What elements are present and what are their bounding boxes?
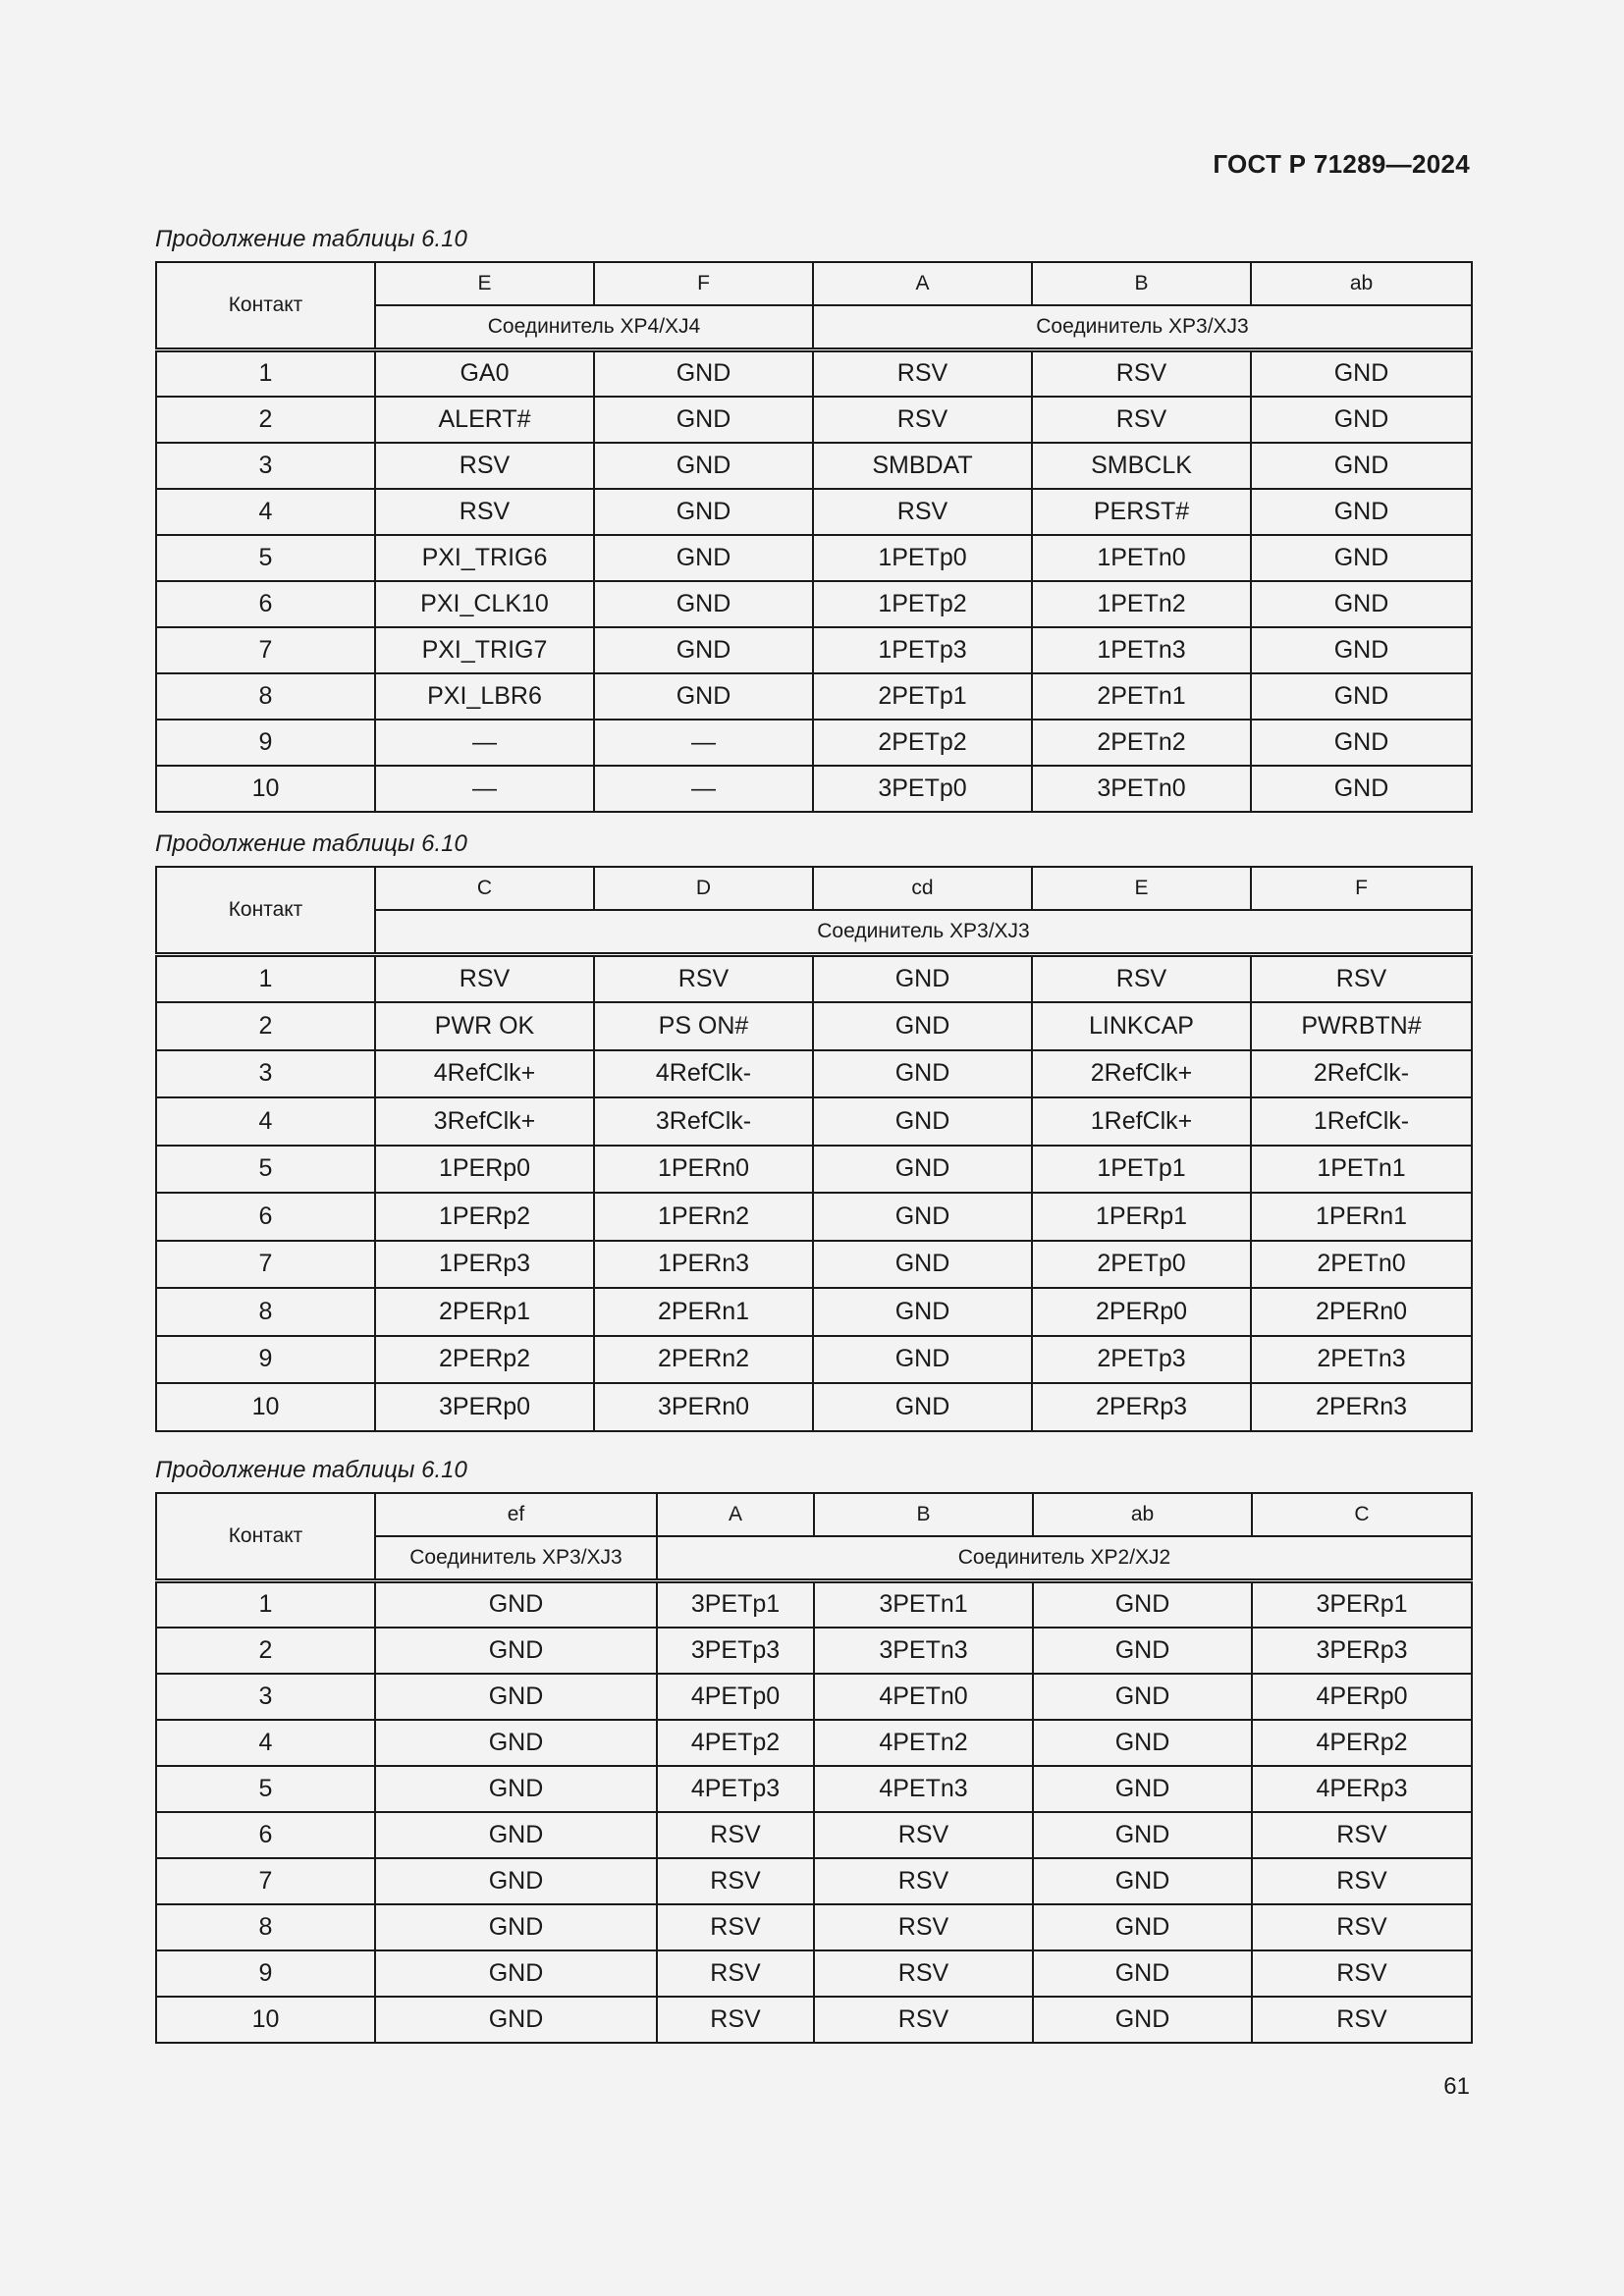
signal-cell: 3PETn3 [814, 1628, 1033, 1674]
signal-cell: GND [1251, 673, 1472, 720]
signal-cell: RSV [657, 1812, 814, 1858]
contact-number-cell: 7 [156, 627, 375, 673]
column-header: E [1032, 867, 1251, 910]
signal-cell: GND [375, 1628, 657, 1674]
contact-number-cell: 6 [156, 1812, 375, 1858]
table-row [156, 1288, 1472, 1336]
signal-cell: GND [1033, 1904, 1252, 1950]
signal-cell: GND [813, 955, 1032, 1003]
table-row [156, 766, 1472, 812]
signal-cell: — [594, 766, 813, 812]
signal-cell: 4PETp0 [657, 1674, 814, 1720]
connector-header: Соединитель XP3/XJ3 [813, 305, 1472, 350]
signal-cell: 3PETp3 [657, 1628, 814, 1674]
column-header: cd [813, 867, 1032, 910]
signal-cell: RSV [814, 1904, 1033, 1950]
pin-table-2 [155, 866, 1473, 1432]
signal-cell: 3RefClk+ [375, 1097, 594, 1146]
page-number: 61 [1443, 2073, 1470, 2100]
signal-cell: GND [1251, 581, 1472, 627]
signal-cell: 2PETp3 [1032, 1336, 1251, 1384]
signal-cell: 3PERp0 [375, 1383, 594, 1431]
contact-number-cell: 9 [156, 1336, 375, 1384]
signal-cell: GND [1251, 397, 1472, 443]
pin-table-1 [155, 261, 1473, 813]
signal-cell: RSV [375, 443, 594, 489]
table-row [156, 1997, 1472, 2043]
signal-cell: 1RefClk+ [1032, 1097, 1251, 1146]
table-row [156, 397, 1472, 443]
contact-number-cell: 1 [156, 1581, 375, 1628]
table-row [156, 627, 1472, 673]
signal-cell: RSV [1032, 350, 1251, 397]
table-row [156, 1193, 1472, 1241]
signal-cell: 1PETn0 [1032, 535, 1251, 581]
signal-cell: GND [1251, 766, 1472, 812]
contact-number-cell: 3 [156, 443, 375, 489]
signal-cell: GND [813, 1193, 1032, 1241]
table-row [156, 720, 1472, 766]
signal-cell: 2PERn3 [1251, 1383, 1472, 1431]
table-row [156, 1241, 1472, 1289]
signal-cell: 3PETn0 [1032, 766, 1251, 812]
signal-cell: GND [813, 1288, 1032, 1336]
table-row [156, 489, 1472, 535]
signal-cell: RSV [813, 350, 1032, 397]
signal-cell: 4PERp2 [1252, 1720, 1472, 1766]
table-row [156, 955, 1472, 1003]
signal-cell: 2PERp0 [1032, 1288, 1251, 1336]
header-row-columns [156, 867, 1472, 910]
signal-cell: GND [594, 535, 813, 581]
signal-cell: 1PERn1 [1251, 1193, 1472, 1241]
signal-cell: GND [1251, 350, 1472, 397]
signal-cell: GND [1033, 1858, 1252, 1904]
column-header: ef [375, 1493, 657, 1536]
table-row [156, 350, 1472, 397]
signal-cell: GND [375, 1766, 657, 1812]
column-header: C [375, 867, 594, 910]
table-row [156, 443, 1472, 489]
signal-cell: RSV [1252, 1858, 1472, 1904]
signal-cell: RSV [1251, 955, 1472, 1003]
signal-cell: GND [813, 1146, 1032, 1194]
contact-number-cell: 5 [156, 535, 375, 581]
contact-number-cell: 4 [156, 1720, 375, 1766]
signal-cell: 4PERp0 [1252, 1674, 1472, 1720]
signal-cell: PWR OK [375, 1002, 594, 1050]
table-row [156, 1720, 1472, 1766]
signal-cell: 1PERn2 [594, 1193, 813, 1241]
signal-cell: 1PETp1 [1032, 1146, 1251, 1194]
signal-cell: RSV [594, 955, 813, 1003]
signal-cell: RSV [657, 1950, 814, 1997]
signal-cell: GND [1251, 489, 1472, 535]
contact-header: Контакт [156, 1493, 375, 1581]
contact-number-cell: 8 [156, 1288, 375, 1336]
signal-cell: 2PETn0 [1251, 1241, 1472, 1289]
signal-cell: GND [594, 397, 813, 443]
signal-cell: RSV [657, 1904, 814, 1950]
signal-cell: — [375, 766, 594, 812]
contact-number-cell: 10 [156, 1383, 375, 1431]
table-row [156, 1858, 1472, 1904]
contact-header: Контакт [156, 262, 375, 350]
table-row [156, 1383, 1472, 1431]
signal-cell: RSV [1252, 1950, 1472, 1997]
signal-cell: RSV [1032, 397, 1251, 443]
signal-cell: 3PERp1 [1252, 1581, 1472, 1628]
signal-cell: GND [1033, 1950, 1252, 1997]
signal-cell: 2PETn1 [1032, 673, 1251, 720]
contact-number-cell: 1 [156, 955, 375, 1003]
signal-cell: 2RefClk- [1251, 1050, 1472, 1098]
signal-cell: 1PERn3 [594, 1241, 813, 1289]
signal-cell: GND [1033, 1674, 1252, 1720]
table-row [156, 1050, 1472, 1098]
signal-cell: PXI_TRIG7 [375, 627, 594, 673]
document-code: ГОСТ Р 71289—2024 [1213, 149, 1470, 179]
table-row [156, 1812, 1472, 1858]
signal-cell: GND [813, 1097, 1032, 1146]
signal-cell: RSV [813, 489, 1032, 535]
signal-cell: 4RefClk+ [375, 1050, 594, 1098]
signal-cell: GND [1033, 1766, 1252, 1812]
signal-cell: 3PETn1 [814, 1581, 1033, 1628]
contact-number-cell: 4 [156, 1097, 375, 1146]
signal-cell: 4RefClk- [594, 1050, 813, 1098]
contact-number-cell: 1 [156, 350, 375, 397]
signal-cell: 4PETn3 [814, 1766, 1033, 1812]
contact-number-cell: 6 [156, 1193, 375, 1241]
table-row [156, 1581, 1472, 1628]
table-caption-1: Продолжение таблицы 6.10 [155, 226, 467, 252]
signal-cell: 2PERp3 [1032, 1383, 1251, 1431]
contact-number-cell: 6 [156, 581, 375, 627]
contact-number-cell: 3 [156, 1674, 375, 1720]
signal-cell: 3PETp1 [657, 1581, 814, 1628]
signal-cell: 2PETp0 [1032, 1241, 1251, 1289]
signal-cell: 4PERp3 [1252, 1766, 1472, 1812]
signal-cell: GND [1251, 535, 1472, 581]
signal-cell: RSV [1032, 955, 1251, 1003]
signal-cell: GND [594, 627, 813, 673]
signal-cell: GND [813, 1241, 1032, 1289]
contact-number-cell: 4 [156, 489, 375, 535]
signal-cell: GND [1033, 1812, 1252, 1858]
signal-cell: GND [375, 1950, 657, 1997]
signal-cell: 2PETn3 [1251, 1336, 1472, 1384]
signal-cell: RSV [375, 489, 594, 535]
contact-number-cell: 5 [156, 1146, 375, 1194]
column-header: D [594, 867, 813, 910]
column-header: F [1251, 867, 1472, 910]
signal-cell: 2PERn1 [594, 1288, 813, 1336]
signal-cell: GND [375, 1858, 657, 1904]
signal-cell: 2PETp1 [813, 673, 1032, 720]
connector-header: Соединитель XP3/XJ3 [375, 1536, 657, 1581]
contact-number-cell: 10 [156, 766, 375, 812]
signal-cell: GND [813, 1002, 1032, 1050]
signal-cell: 1PETp3 [813, 627, 1032, 673]
signal-cell: GA0 [375, 350, 594, 397]
table-caption-2: Продолжение таблицы 6.10 [155, 830, 467, 857]
signal-cell: 3RefClk- [594, 1097, 813, 1146]
header-row-columns [156, 1493, 1472, 1536]
contact-number-cell: 8 [156, 1904, 375, 1950]
table-row [156, 535, 1472, 581]
pin-table-3 [155, 1492, 1473, 2044]
column-header: ab [1251, 262, 1472, 305]
contact-number-cell: 2 [156, 1002, 375, 1050]
table-row [156, 1097, 1472, 1146]
signal-cell: GND [375, 1997, 657, 2043]
contact-header: Контакт [156, 867, 375, 955]
signal-cell: 1PETn3 [1032, 627, 1251, 673]
table-row [156, 1950, 1472, 1997]
signal-cell: GND [813, 1336, 1032, 1384]
signal-cell: 2PERn0 [1251, 1288, 1472, 1336]
table-row [156, 1904, 1472, 1950]
connector-header: Соединитель XP3/XJ3 [375, 910, 1472, 955]
signal-cell: GND [1033, 1997, 1252, 2043]
column-header: F [594, 262, 813, 305]
signal-cell: 2PETn2 [1032, 720, 1251, 766]
signal-cell: 2PERp2 [375, 1336, 594, 1384]
signal-cell: 1PERn0 [594, 1146, 813, 1194]
column-header: A [813, 262, 1032, 305]
signal-cell: GND [375, 1674, 657, 1720]
signal-cell: 2PETp2 [813, 720, 1032, 766]
contact-number-cell: 10 [156, 1997, 375, 2043]
signal-cell: PXI_LBR6 [375, 673, 594, 720]
signal-cell: 2PERn2 [594, 1336, 813, 1384]
signal-cell: LINKCAP [1032, 1002, 1251, 1050]
signal-cell: — [375, 720, 594, 766]
signal-cell: GND [375, 1812, 657, 1858]
column-header: B [1032, 262, 1251, 305]
table-row [156, 673, 1472, 720]
table-row [156, 1146, 1472, 1194]
contact-number-cell: 8 [156, 673, 375, 720]
signal-cell: GND [1033, 1720, 1252, 1766]
contact-number-cell: 2 [156, 397, 375, 443]
signal-cell: 1PETn2 [1032, 581, 1251, 627]
signal-cell: RSV [814, 1858, 1033, 1904]
signal-cell: 1PETp2 [813, 581, 1032, 627]
signal-cell: SMBCLK [1032, 443, 1251, 489]
contact-number-cell: 3 [156, 1050, 375, 1098]
signal-cell: GND [813, 1383, 1032, 1431]
contact-number-cell: 7 [156, 1241, 375, 1289]
signal-cell: RSV [813, 397, 1032, 443]
signal-cell: 1PERp2 [375, 1193, 594, 1241]
signal-cell: 3PETp0 [813, 766, 1032, 812]
signal-cell: 3PERp3 [1252, 1628, 1472, 1674]
table-caption-3: Продолжение таблицы 6.10 [155, 1457, 467, 1483]
signal-cell: PWRBTN# [1251, 1002, 1472, 1050]
signal-cell: 1PETp0 [813, 535, 1032, 581]
signal-cell: GND [1251, 720, 1472, 766]
signal-cell: GND [594, 581, 813, 627]
signal-cell: 3PERn0 [594, 1383, 813, 1431]
contact-number-cell: 5 [156, 1766, 375, 1812]
connector-header: Соединитель XP2/XJ2 [657, 1536, 1472, 1581]
signal-cell: 1PERp1 [1032, 1193, 1251, 1241]
column-header: A [657, 1493, 814, 1536]
contact-number-cell: 2 [156, 1628, 375, 1674]
signal-cell: PERST# [1032, 489, 1251, 535]
signal-cell: RSV [1252, 1812, 1472, 1858]
signal-cell: RSV [1252, 1904, 1472, 1950]
signal-cell: 4PETn0 [814, 1674, 1033, 1720]
contact-number-cell: 9 [156, 1950, 375, 1997]
signal-cell: — [594, 720, 813, 766]
table-row [156, 1336, 1472, 1384]
column-header: E [375, 262, 594, 305]
signal-cell: ALERT# [375, 397, 594, 443]
column-header: ab [1033, 1493, 1252, 1536]
table-row [156, 1674, 1472, 1720]
signal-cell: PXI_CLK10 [375, 581, 594, 627]
signal-cell: 2PERp1 [375, 1288, 594, 1336]
signal-cell: RSV [814, 1812, 1033, 1858]
signal-cell: RSV [375, 955, 594, 1003]
signal-cell: 1RefClk- [1251, 1097, 1472, 1146]
contact-number-cell: 9 [156, 720, 375, 766]
signal-cell: RSV [657, 1858, 814, 1904]
table-row [156, 1766, 1472, 1812]
contact-number-cell: 7 [156, 1858, 375, 1904]
signal-cell: 1PETn1 [1251, 1146, 1472, 1194]
signal-cell: GND [1033, 1581, 1252, 1628]
table-row [156, 581, 1472, 627]
signal-cell: GND [813, 1050, 1032, 1098]
signal-cell: GND [1251, 627, 1472, 673]
signal-cell: GND [375, 1720, 657, 1766]
signal-cell: GND [375, 1904, 657, 1950]
signal-cell: PS ON# [594, 1002, 813, 1050]
signal-cell: GND [594, 489, 813, 535]
signal-cell: GND [375, 1581, 657, 1628]
column-header: B [814, 1493, 1033, 1536]
signal-cell: GND [594, 350, 813, 397]
table-row [156, 1002, 1472, 1050]
signal-cell: 1PERp3 [375, 1241, 594, 1289]
signal-cell: GND [594, 673, 813, 720]
signal-cell: 2RefClk+ [1032, 1050, 1251, 1098]
signal-cell: GND [594, 443, 813, 489]
signal-cell: RSV [657, 1997, 814, 2043]
signal-cell: 4PETp3 [657, 1766, 814, 1812]
signal-cell: PXI_TRIG6 [375, 535, 594, 581]
signal-cell: SMBDAT [813, 443, 1032, 489]
signal-cell: RSV [1252, 1997, 1472, 2043]
header-row-columns [156, 262, 1472, 305]
table-row [156, 1628, 1472, 1674]
signal-cell: 4PETp2 [657, 1720, 814, 1766]
signal-cell: 1PERp0 [375, 1146, 594, 1194]
signal-cell: RSV [814, 1950, 1033, 1997]
signal-cell: RSV [814, 1997, 1033, 2043]
signal-cell: 4PETn2 [814, 1720, 1033, 1766]
signal-cell: GND [1033, 1628, 1252, 1674]
signal-cell: GND [1251, 443, 1472, 489]
connector-header: Соединитель XP4/XJ4 [375, 305, 813, 350]
column-header: C [1252, 1493, 1472, 1536]
